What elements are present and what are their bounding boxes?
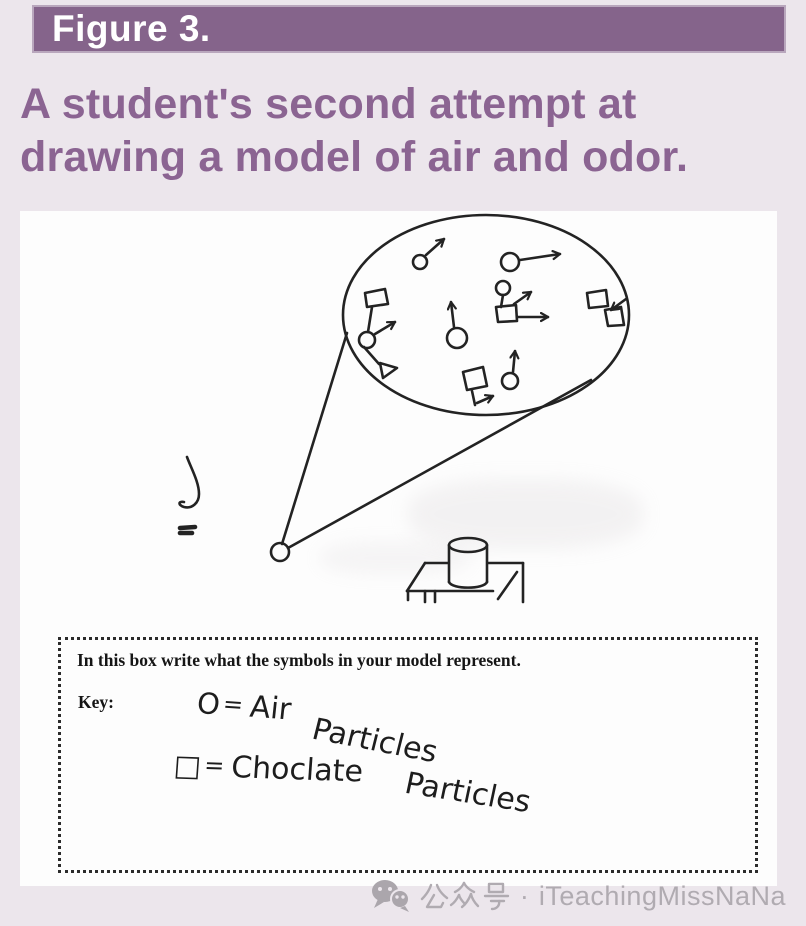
sniff-point-circle: [271, 543, 289, 561]
caption-line-2: drawing a model of air and odor.: [20, 133, 689, 181]
air-particle-symbol: O: [195, 686, 222, 722]
figure-caption: [20, 78, 688, 184]
watermark-separator: ·: [519, 880, 529, 911]
cup-sketch: [449, 538, 487, 588]
key-label: Key:: [78, 692, 114, 712]
magnifier-cone: [271, 333, 591, 561]
watermark-cn-text: [420, 881, 510, 911]
key-box: [58, 637, 758, 873]
wechat-icon: [370, 878, 412, 914]
equals-sign: =: [203, 751, 226, 780]
table-sketch: [407, 563, 523, 602]
equals-sign: =: [221, 689, 245, 720]
student-model-drawing: [20, 211, 777, 637]
cn-char-hao: [485, 884, 508, 909]
cn-char-gong: [422, 885, 447, 907]
figure-content-card: [20, 211, 777, 886]
key-entry-air: [195, 686, 293, 727]
air-word-2: Particles: [308, 712, 442, 771]
watermark: [370, 878, 786, 914]
key-entry-chocolate: [173, 748, 365, 790]
nose-sketch: [180, 457, 200, 533]
caption-line-1: A student's second attempt at: [20, 80, 637, 128]
chocolate-word: Choclate: [230, 750, 365, 790]
key-box-instruction: In this box write what the symbols in your model represent.: [77, 650, 521, 670]
chocolate-word-2: Particles: [401, 766, 534, 821]
figure-banner: [32, 5, 786, 53]
air-word: Air: [248, 689, 293, 728]
watermark-account-name: iTeachingMissNaNa: [538, 880, 786, 911]
cn-char-zhong: [451, 883, 478, 907]
figure-label: Figure 3.: [52, 8, 211, 49]
chocolate-particle-symbol: □: [172, 748, 203, 783]
chocolate-particles: [364, 289, 626, 405]
